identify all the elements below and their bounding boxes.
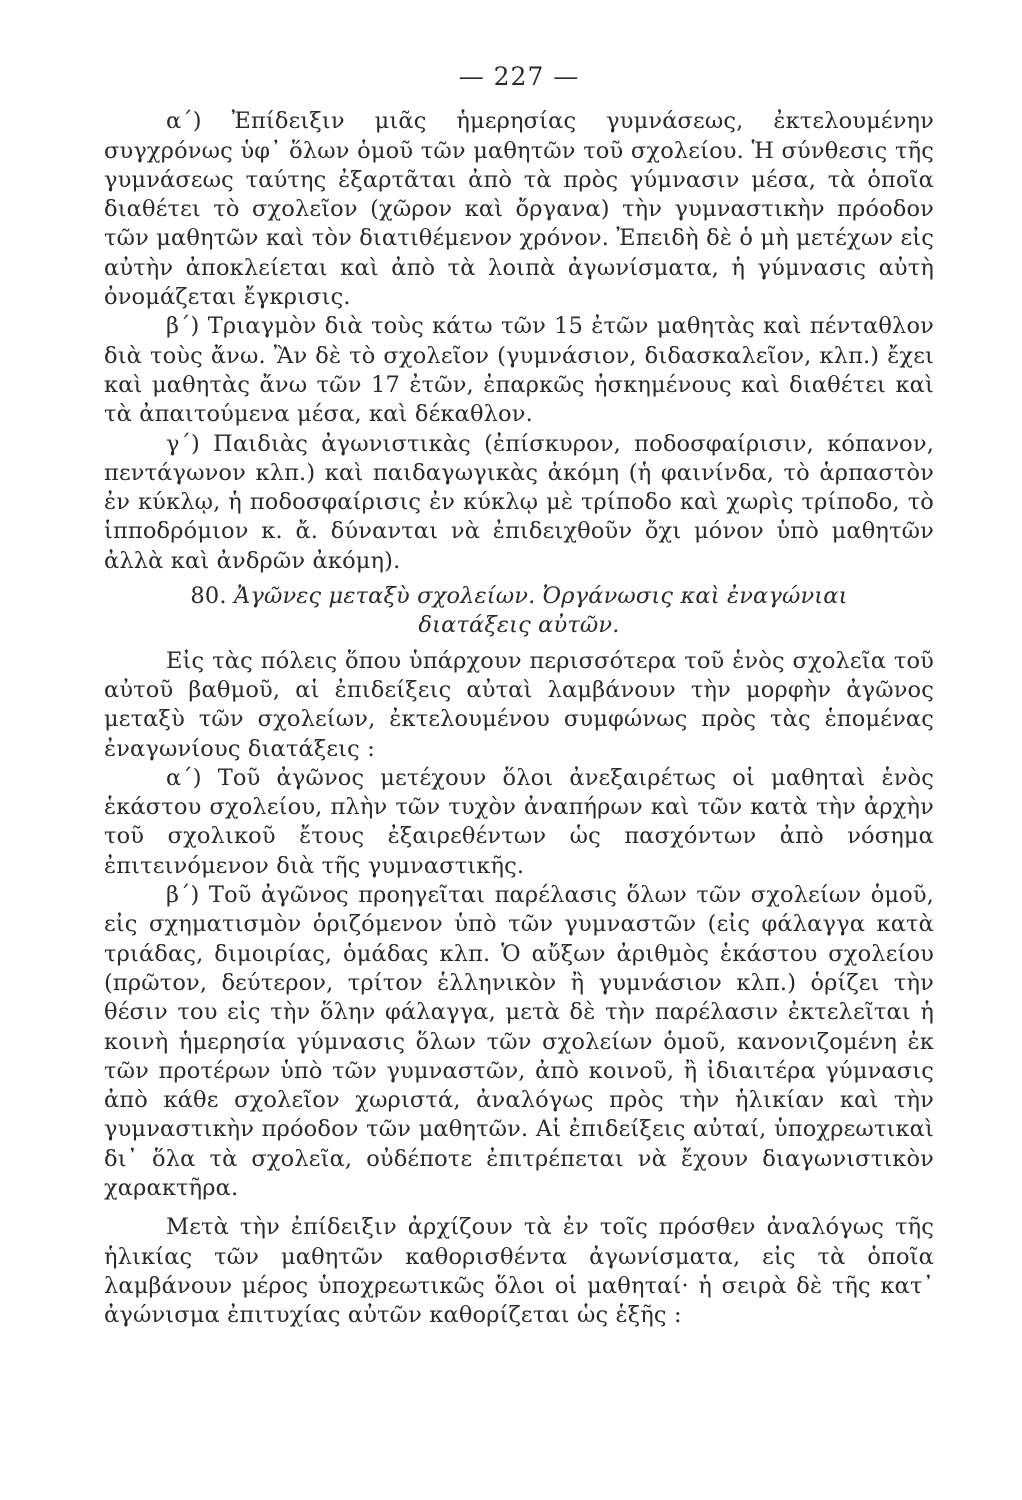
section-heading <box>104 582 934 611</box>
paragraph-closing: Μετὰ τὴν ἐπίδειξιν ἀρχίζουν τὰ ἐν τοῖς πρόσθεν ἀναλόγως τῆς ἡλικίας τῶν μαθητῶν καθορισθέντα ἀγωνίσματα, εἰς τὰ ὁποῖα λαμβάνουν μέρος ὑποχρεωτικῶς ὅλοι οἱ μαθηταί· ἡ σειρὰ δὲ τῆς κατ᾽ ἀγώνισμα ἐπιτυχίας αὐτῶν καθορίζεται ὡς ἑξῆς : <box>104 1214 934 1329</box>
paragraph-intro: Εἰς τὰς πόλεις ὅπου ὑπάρχουν περισσότερα τοῦ ἑνὸς σχολεῖα τοῦ αὐτοῦ βαθμοῦ, αἱ ἐπιδείξεις αὐταὶ λαμβάνουν τὴν μορφὴν ἀγῶνος μεταξὺ τῶν σχολείων, ἐκτελουμένου συμφώνως πρὸς τὰς ἑπομένας ἐναγωνίους διατάξεις : <box>104 647 934 762</box>
paragraph-gamma: γ΄) Παιδιὰς ἀγωνιστικὰς (ἐπίσκυρον, ποδοσφαίρισιν, κόπανον, πεντάγωνον κλπ.) καὶ παιδαγωγικὰς ἀκόμη (ἡ φαινίνδα, τὸ ἁρπαστὸν ἐν κύκλῳ, ἡ ποδοσφαίρισις ἐν κύκλῳ μὲ τρίποδο καὶ χωρὶς τρίποδο, τὸ ἱπποδρόμιον κ. ἄ. δύνανται νὰ ἐπιδειχθοῦν ὄχι μόνον ὑπὸ μαθητῶν ἀλλὰ καὶ ἀνδρῶν ἀκόμη). <box>104 430 934 574</box>
paragraph-rule-beta: β΄) Τοῦ ἀγῶνος προηγεῖται παρέλασις ὅλων τῶν σχολείων ὁμοῦ, εἰς σχηματισμὸν ὁριζόμενον ὑπὸ τῶν γυμναστῶν (εἰς φάλαγγα κατὰ τριάδας, διμοιρίας, ὁμάδας κλπ. Ὁ αὔξων ἀριθμὸς ἑκάστου σχολείου (πρῶτον, δεύτερον, τρίτον ἑλληνικὸν ἢ γυμνάσιον κλπ.) ὁρίζει τὴν θέσιν του εἰς τὴν ὅλην φάλαγγα, μετὰ δὲ τὴν παρέλασιν ἐκτελεῖται ἡ κοινὴ ἡμερησία γύμνασις ὅλων τῶν σχολείων ὁμοῦ, κανονιζομένη ἐκ τῶν προτέρων ὑπὸ τῶν γυμναστῶν, ἀπὸ κοινοῦ, ἢ ἰδιαιτέρα γύμνασις ἀπὸ κάθε σχολεῖον χωριστά, ἀναλόγως πρὸς τὴν ἡλικίαν καὶ τὴν γυμναστικὴν πρόοδον τῶν μαθητῶν. Αἱ ἐπιδείξεις αὐταί, ὑποχρεωτικαὶ δι᾽ ὅλα τὰ σχολεῖα, οὐδέποτε ἐπιτρέπεται νὰ ἔχουν διαγωνιστικὸν χαρακτῆρα. <box>104 882 934 1201</box>
paragraph-alpha: α΄) Ἐπίδειξιν μιᾶς ἡμερησίας γυμνάσεως, ἐκτελουμένην συγχρόνως ὑφ᾽ ὅλων ὁμοῦ τῶν μαθητῶν τοῦ σχολείου. Ἡ σύνθεσις τῆς γυμνάσεως ταύτης ἐξαρτᾶται ἀπὸ τὰ πρὸς γύμνασιν μέσα, τὰ ὁποῖα διαθέτει τὸ σχολεῖον (χῶρον καὶ ὄργανα) τὴν γυμναστικὴν πρόοδον τῶν μαθητῶν καὶ τὸν διατιθέμενον χρόνον. Ἐπειδὴ δὲ ὁ μὴ μετέχων εἰς αὐτὴν ἀποκλείεται καὶ ἀπὸ τὰ λοιπὰ ἀγωνίσματα, ἡ γύμνασις αὐτὴ ὀνομάζεται ἔγκρισις. <box>104 108 934 311</box>
section-title: Ἀγῶνες μεταξὺ σχολείων. Ὀργάνωσις καὶ ἐναγώνιαι <box>233 583 848 610</box>
page <box>104 62 934 1330</box>
paragraph-spacer <box>104 1203 934 1213</box>
paragraph-beta: β΄) Τριαγμὸν διὰ τοὺς κάτω τῶν 15 ἐτῶν μαθητὰς καὶ πένταθλον διὰ τοὺς ἄνω. Ἂν δὲ τὸ σχολεῖον (γυμνάσιον, διδασκαλεῖον, κλπ.) ἔχει καὶ μαθητὰς ἄνω τῶν 17 ἐτῶν, ἐπαρκῶς ἠσκημένους καὶ διαθέτει καὶ τὰ ἀπαιτούμενα μέσα, καὶ δέκαθλον. <box>104 313 934 428</box>
section-number: 80. <box>190 583 227 610</box>
paragraph-rule-alpha: α΄) Τοῦ ἀγῶνος μετέχουν ὅλοι ἀνεξαιρέτως οἱ μαθηταὶ ἑνὸς ἑκάστου σχολείου, πλὴν τῶν τυχὸν ἀναπήρων καὶ τῶν κατὰ τὴν ἀρχὴν τοῦ σχολικοῦ ἔτους ἐξαιρεθέντων ὡς πασχόντων ἀπὸ νόσημα ἐπιτεινόμενον διὰ τῆς γυμναστικῆς. <box>104 764 934 879</box>
page-number: — 227 — <box>458 62 580 91</box>
section-title-continued: διατάξεις αὐτῶν. <box>418 612 620 639</box>
